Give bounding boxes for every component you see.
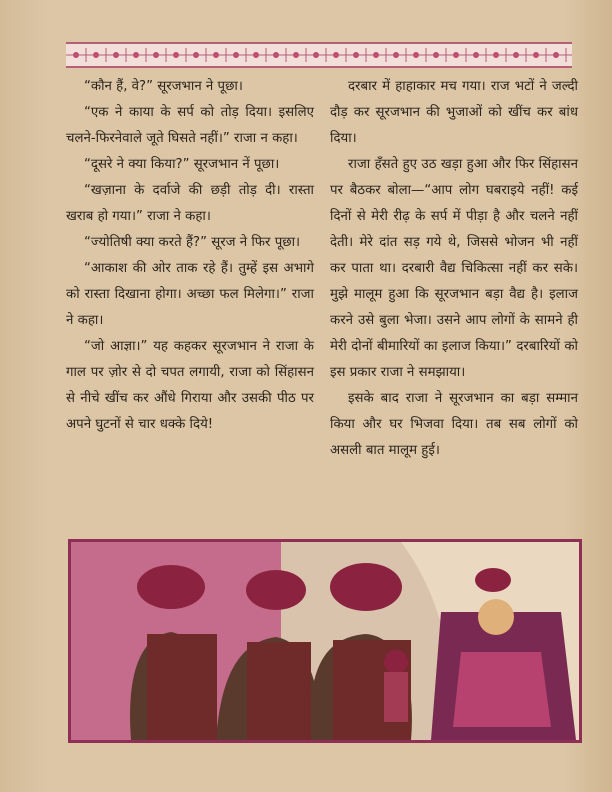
paragraph: “आकाश की ओर ताक रहे हैं। तुम्हें इस अभागे को रास्ता दिखाना होगा। अच्छा फल मिलेगा।” राजा ने कहा। xyxy=(66,261,314,328)
paragraph: राजा हँसते हुए उठ खड़ा हुआ और फिर सिंहासन पर बैठकर बोला—“आप लोग घबराइये नहीं! कई दिनों से मेरी रीढ़ के सर्प में पीड़ा है और चलने नहीं देती। मेरे दांत सड़ गये थे, जिससे भोजन भी नहीं कर पाता था। दरबारी वैद्य चिकित्सा नहीं कर सके। मुझे मालूम हुआ कि सूरजभान बड़ा वैद्य है। इलाज करने उसे बुला भेजा। उसने आप लोगों के सामने ही मेरी दोनों बीमारियों का इलाज किया।” दरबारियों को इस प्रकार राजा ने समझाया। xyxy=(330,157,578,380)
paragraph: “दूसरे ने क्या किया?” सूरजभान नें पूछा। xyxy=(84,157,280,172)
paragraph: “कौन हैं, वे?” सूरजभान ने पूछा। xyxy=(84,79,243,94)
paragraph: “खज़ाना के दर्वाजे की छड़ी तोड़ दी। रास्ता खराब हो गया।” राजा ने कहा। xyxy=(66,183,314,224)
paragraph: इसके बाद राजा ने सूरजभान का बड़ा सम्मान किया और घर भिजवा दिया। तब सब लोगों को असली बात मालूम हुई। xyxy=(330,391,578,458)
right-text-column xyxy=(330,74,578,464)
court-scene-image xyxy=(71,542,579,740)
floral-pattern-icon xyxy=(66,44,572,66)
paragraph: “जो आज्ञा।” यह कहकर सूरजभान ने राजा के गाल पर ज़ोर से दो चपत लगायी, राजा को सिंहासन से नीचे खींच कर औंधे गिराया और उसकी पीठ पर अपने घुटनों से चार धक्के दिये! xyxy=(66,339,314,432)
decorative-border xyxy=(66,42,572,68)
paragraph: “एक ने काया के सर्प को तोड़ दिया। इसलिए चलने-फिरनेवाले जूते घिसते नहीं।” राजा न कहा। xyxy=(66,105,314,146)
left-text-column xyxy=(66,74,314,438)
paragraph: दरबार में हाहाकार मच गया। राज भटों ने जल्दी दौड़ कर सूरजभान की भुजाओं को खींच कर बांध दिया। xyxy=(330,79,578,146)
paragraph: “ज्योतिषी क्या करते हैं?” सूरज ने फिर पूछा। xyxy=(84,235,301,250)
court-scene-illustration xyxy=(68,539,582,743)
